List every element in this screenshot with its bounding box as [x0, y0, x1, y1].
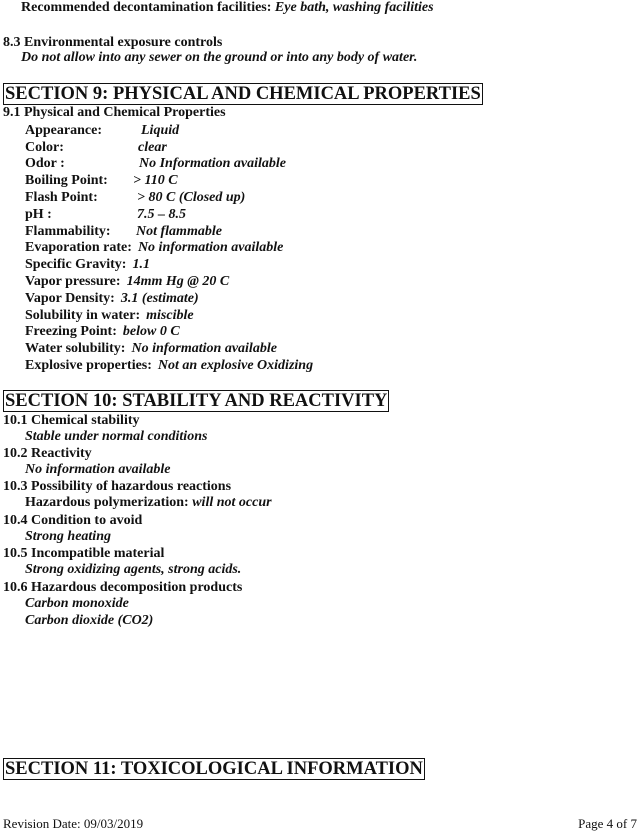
property-label: Explosive properties:: [25, 358, 152, 373]
section-9-1-heading: 9.1 Physical and Chemical Properties: [3, 105, 226, 120]
property-value: 1.1: [132, 257, 150, 272]
section-11-title: SECTION 11: TOXICOLOGICAL INFORMATION: [5, 759, 423, 779]
property-value: Liquid: [141, 123, 180, 138]
subsection-heading: 10.1 Chemical stability: [3, 413, 140, 428]
subsection-text: Carbon dioxide (CO2): [25, 613, 154, 628]
property-label: Boiling Point:: [25, 173, 108, 188]
subsection-value: Carbon monoxide: [25, 596, 129, 611]
property-row: [25, 273, 625, 291]
property-row: [25, 189, 625, 207]
subsection-value: Strong oxidizing agents, strong acids.: [25, 562, 242, 577]
property-row: [25, 206, 625, 224]
subsection-text: [25, 528, 111, 546]
property-row: [25, 290, 625, 308]
subsection-text: [25, 494, 272, 512]
property-value: No information available: [131, 341, 277, 356]
property-row: [25, 340, 625, 358]
subsection-value: Stable under normal conditions: [25, 429, 208, 444]
property-row: [25, 323, 625, 341]
property-value: No information available: [137, 240, 284, 255]
page-number: Page 4 of 7: [578, 816, 637, 831]
subsection-heading: 10.2 Reactivity: [3, 446, 92, 461]
property-label: pH :: [25, 207, 52, 222]
section-9-title: SECTION 9: PHYSICAL AND CHEMICAL PROPERTIES: [5, 84, 481, 104]
property-value: > 80 C (Closed up): [137, 190, 246, 205]
decon-value: Eye bath, washing facilities: [274, 0, 434, 15]
property-label: Vapor pressure:: [25, 274, 121, 289]
property-label: Vapor Density:: [25, 291, 115, 306]
subsection-value: Strong heating: [25, 529, 111, 544]
property-label: Freezing Point:: [25, 324, 117, 339]
decontamination-line: [21, 0, 434, 17]
subsection-heading: 10.5 Incompatible material: [3, 546, 165, 561]
revision-date: Revision Date: 09/03/2019: [3, 816, 144, 831]
property-label: Evaporation rate:: [25, 240, 132, 255]
property-row: [25, 155, 625, 173]
property-value: below 0 C: [122, 324, 180, 339]
property-value: miscible: [146, 308, 194, 323]
property-value: 7.5 – 8.5: [137, 207, 186, 222]
property-label: Odor :: [25, 156, 65, 171]
subsection-heading: 10.3 Possibility of hazardous reactions: [3, 479, 232, 494]
property-row: [25, 122, 625, 140]
property-value: Not an explosive Oxidizing: [157, 358, 314, 373]
property-label: Appearance:: [25, 123, 102, 138]
env-heading: 8.3 Environmental exposure controls: [3, 35, 223, 50]
property-value: No Information available: [139, 156, 287, 171]
section-10-title: SECTION 10: STABILITY AND REACTIVITY: [5, 391, 388, 411]
subsection-text: [25, 428, 207, 446]
decon-label: Recommended decontamination facilities:: [21, 0, 272, 15]
subsection-heading: 10.6 Hazardous decomposition products: [3, 580, 243, 595]
property-value: > 110 C: [133, 173, 178, 188]
property-row: [25, 256, 625, 274]
subsection-value: No information available: [25, 462, 171, 477]
subsection-label: Hazardous polymerization:: [25, 495, 189, 510]
property-row: [25, 239, 625, 257]
property-label: Color:: [25, 140, 64, 155]
property-value: Not flammable: [136, 224, 222, 239]
subsection-text: [25, 461, 170, 479]
property-label: Solubility in water:: [25, 308, 141, 323]
property-value: 14mm Hg @ 20 C: [126, 274, 230, 289]
property-label: Flash Point:: [25, 190, 98, 205]
subsection-heading: 10.4 Condition to avoid: [3, 513, 143, 528]
property-label: Water solubility:: [25, 341, 126, 356]
subsection-text: [25, 561, 241, 579]
property-row: [25, 357, 625, 375]
env-text: Do not allow into any sewer on the ground or into any body of water.: [21, 50, 418, 65]
property-value: clear: [138, 140, 167, 155]
property-label: Specific Gravity:: [25, 257, 127, 272]
property-value: 3.1 (estimate): [120, 291, 199, 306]
property-row: [25, 172, 625, 190]
subsection-text: [25, 595, 129, 613]
property-label: Flammability:: [25, 224, 111, 239]
subsection-value: will not occur: [192, 495, 272, 510]
